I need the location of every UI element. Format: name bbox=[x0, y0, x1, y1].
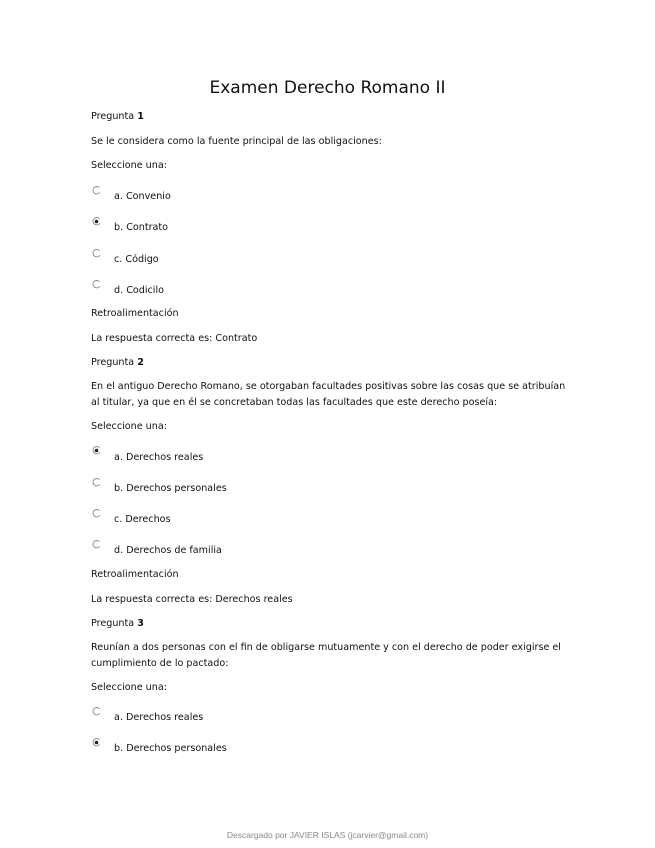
feedback-label: Retroalimentación bbox=[91, 569, 179, 580]
option-q3-b: b. Derechos personales bbox=[114, 743, 227, 754]
option-q3-a: a. Derechos reales bbox=[114, 712, 204, 723]
radio-circle-icon bbox=[92, 249, 101, 258]
option-q2-a: a. Derechos reales bbox=[114, 452, 204, 463]
question-label: Pregunta bbox=[91, 111, 135, 122]
radio-q2-b[interactable] bbox=[92, 478, 101, 487]
option-q2-b: b. Derechos personales bbox=[114, 483, 227, 494]
radio-selected-icon bbox=[92, 217, 101, 226]
radio-circle-icon bbox=[92, 186, 101, 195]
question-label: Pregunta bbox=[91, 618, 135, 629]
feedback-label: Retroalimentación bbox=[91, 308, 179, 319]
radio-circle-icon bbox=[92, 540, 101, 549]
radio-q3-b-selected[interactable] bbox=[92, 738, 101, 747]
question-2-text-line-2: al titular, ya que en él se concretaban todas las facultades que este derecho poseía: bbox=[91, 397, 498, 408]
radio-q3-a[interactable] bbox=[92, 707, 101, 716]
radio-q1-d[interactable] bbox=[92, 280, 101, 289]
radio-circle-icon bbox=[92, 280, 101, 289]
radio-selected-icon bbox=[92, 446, 101, 455]
radio-q1-b-selected[interactable] bbox=[92, 217, 101, 226]
option-q2-d: d. Derechos de familia bbox=[114, 545, 222, 556]
radio-q2-d[interactable] bbox=[92, 540, 101, 549]
download-footer: Descargado por JAVIER ISLAS (jcarvier@gmail.com) bbox=[226, 830, 429, 840]
radio-selected-icon bbox=[92, 738, 101, 747]
question-number: 2 bbox=[137, 357, 144, 368]
radio-circle-icon bbox=[92, 478, 101, 487]
question-3-text-line-2: cumplimiento de lo pactado: bbox=[91, 658, 229, 669]
select-one-label: Seleccione una: bbox=[91, 421, 167, 432]
select-one-label: Seleccione una: bbox=[91, 682, 167, 693]
question-2-text-line-1: En el antiguo Derecho Romano, se otorgaban facultades positivas sobre las cosas que se atribuían bbox=[91, 381, 566, 392]
option-q1-d: d. Codicilo bbox=[114, 285, 164, 296]
option-q2-c: c. Derechos bbox=[114, 514, 171, 525]
option-q1-a: a. Convenio bbox=[114, 191, 171, 202]
option-q1-b: b. Contrato bbox=[114, 222, 169, 233]
question-3-text-line-1: Reunían a dos personas con el fin de obligarse mutuamente y con el derecho de poder exigirse el bbox=[91, 642, 561, 653]
radio-q2-a-selected[interactable] bbox=[92, 446, 101, 455]
document-title: Examen Derecho Romano II bbox=[209, 78, 446, 98]
question-label: Pregunta bbox=[91, 357, 135, 368]
question-1-answer: La respuesta correcta es: Contrato bbox=[91, 333, 258, 344]
question-number: 3 bbox=[137, 618, 144, 629]
option-q1-c: c. Código bbox=[114, 254, 159, 265]
question-2-heading bbox=[91, 355, 144, 371]
question-1-text: Se le considera como la fuente principal de las obligaciones: bbox=[91, 136, 382, 147]
question-number: 1 bbox=[137, 111, 144, 122]
radio-q1-c[interactable] bbox=[92, 249, 101, 258]
radio-circle-icon bbox=[92, 509, 101, 518]
question-3-heading bbox=[91, 616, 144, 632]
radio-q1-a[interactable] bbox=[92, 186, 101, 195]
radio-circle-icon bbox=[92, 707, 101, 716]
question-2-answer: La respuesta correcta es: Derechos reales bbox=[91, 594, 293, 605]
select-one-label: Seleccione una: bbox=[91, 160, 167, 171]
radio-q2-c[interactable] bbox=[92, 509, 101, 518]
question-1-heading bbox=[91, 109, 144, 125]
